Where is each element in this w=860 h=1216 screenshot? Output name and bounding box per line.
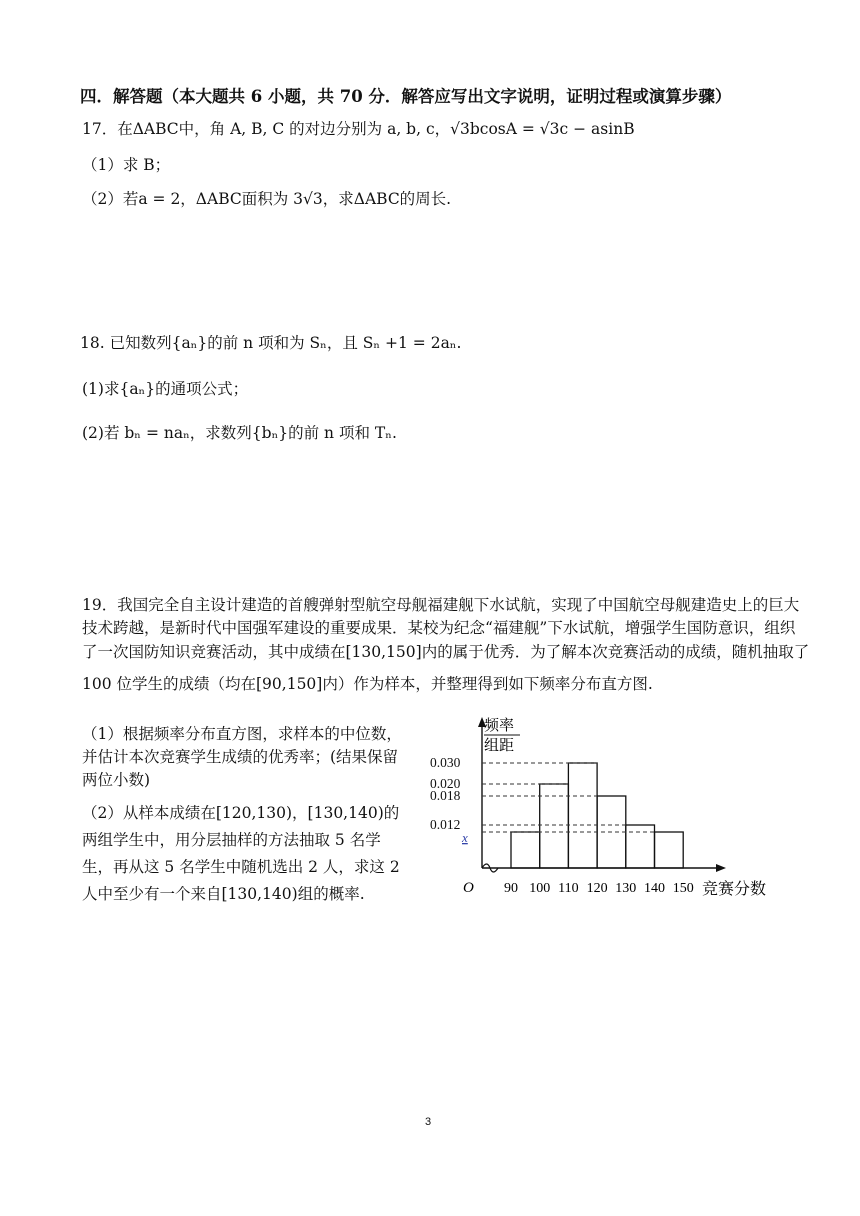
x-tick-label: 150: [672, 881, 694, 896]
x-tick-label: 100: [529, 881, 551, 896]
histogram-bar: [568, 763, 597, 868]
section-title: 四．解答题（本大题共 6 小题，共 70 分．解答应写出文字说明，证明过程或演算步骤）: [80, 87, 732, 106]
y-tick-label: 0.020: [430, 776, 461, 791]
histogram-bar: [540, 784, 569, 868]
x-axis-arrow: [716, 864, 726, 872]
q17-part1: （1）求 B；: [82, 156, 171, 174]
y-tick-label: 0.012: [430, 817, 461, 832]
q18-part1: (1)求{aₙ}的通项公式；: [82, 380, 249, 398]
x-tick-label: 140: [644, 881, 665, 896]
q19-line1: 19．我国完全自主设计建造的首艘弹射型航空母舰福建舰下水试航，实现了中国航空母舰建造史上的巨大: [82, 596, 800, 614]
x-tick-label: 130: [615, 881, 637, 896]
page-number: 3: [425, 1116, 432, 1128]
q19-part2: （2）从样本成绩在[120,130)，[130,140)的两组学生中，用分层抽样的方法抽取 5 名学生，再从这 5 名学生中随机选出 2 人，求这 2 人中至少有一个来自[130,140)组的概率.: [82, 804, 400, 903]
q17-part2: （2）若a = 2，ΔABC面积为 3√3，求ΔABC的周长.: [82, 190, 452, 208]
q19-line2: 技术跨越，是新时代中国强军建设的重要成果．某校为纪念“福建舰”下水试航，增强学生国防意识，组织: [82, 619, 796, 637]
y-tick-label: x: [462, 830, 468, 845]
y-label-bottom: 组距: [484, 738, 515, 754]
q19-line4: 100 位学生的成绩（均在[90,150]内）作为样本，并整理得到如下频率分布直方图.: [82, 675, 653, 693]
q18-stem: 18. 已知数列{aₙ}的前 n 项和为 Sₙ，且 Sₙ +1 = 2aₙ.: [80, 334, 462, 352]
x-tick-label: 110: [558, 881, 579, 896]
x-axis-label: 竞赛分数: [702, 881, 767, 898]
q17-stem: 17．在ΔABC中，角 A, B, C 的对边分别为 a, b, c，√3bcosA = √3c − asinB: [82, 120, 635, 138]
frequency-histogram: [420, 705, 800, 910]
histogram-bar: [511, 832, 540, 868]
y-tick-label: 0.030: [430, 755, 461, 770]
y-label-top: 频率: [484, 718, 515, 734]
x-tick-label: 90: [504, 881, 518, 896]
y-tick-label: 0.018: [430, 788, 461, 803]
histogram-bar: [626, 825, 655, 868]
q19-part1: （1）根据频率分布直方图，求样本的中位数，并估计本次竞赛学生成绩的优秀率；(结果保留两位小数): [82, 725, 402, 789]
q18-part2: (2)若 bₙ = naₙ，求数列{bₙ}的前 n 项和 Tₙ.: [82, 424, 397, 442]
histogram-bar: [655, 832, 684, 868]
q19-line3: 了一次国防知识竞赛活动，其中成绩在[130,150]内的属于优秀．为了解本次竞赛活动的成绩，随机抽取了: [82, 643, 810, 661]
origin-label: O: [463, 880, 474, 896]
x-tick-label: 120: [586, 881, 608, 896]
